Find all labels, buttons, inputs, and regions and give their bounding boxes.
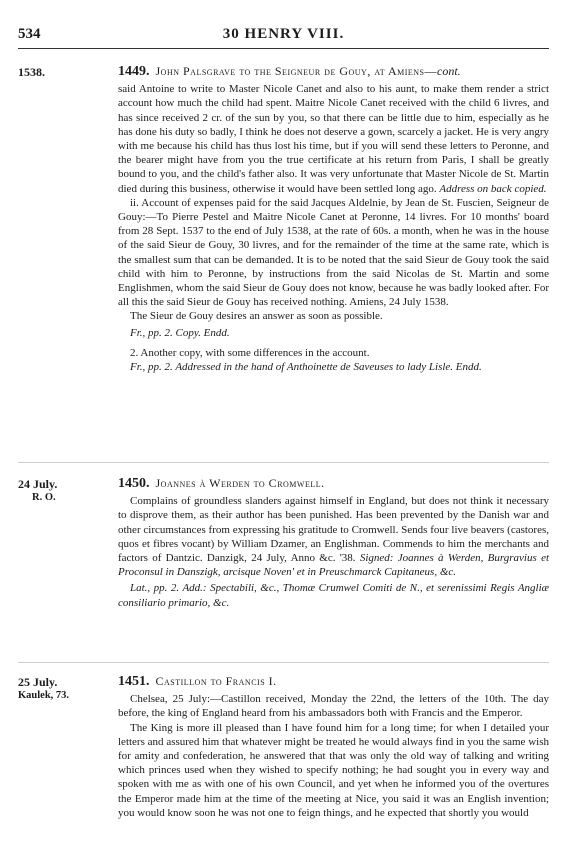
entry-divider <box>18 462 549 463</box>
page-header <box>18 26 549 50</box>
header-rule <box>18 48 549 49</box>
entry-1451 <box>118 674 549 820</box>
entry-1451-date: 25 July. <box>18 675 58 689</box>
entry-1450-heading <box>118 476 549 491</box>
entry-title: Joannes à Werden to Cromwell. <box>155 476 325 490</box>
entry-number: 1450. <box>118 476 150 491</box>
year-label: 1538. <box>18 65 45 79</box>
entry-1449 <box>118 64 549 374</box>
entry-1449-para-4: 2. Another copy, with some differences in the account. <box>130 346 370 359</box>
entry-1449-heading <box>118 64 549 79</box>
entry-1449-para-1: said Antoine to write to Master Nicole Canet and also to his aunt, to make them render a strict account how much the child had spent. Maitre Nicole Canet received with the child 6 livres, and has since received 2 cr. of the sun by you, so that there can be little due to him, especially as he has done his duty so badly, I think he does not deserve a gown, scarcely a jacket. He is very angry with me because his child has thus lost his time, but if you will send these letters to Peronne, and the bearer might have from you the true certificate at his return from Paris, I shall be greatly bound to you, and the child's father also. It was very unfortunate that Master Nicole de St. Martin died during this business, otherwise it would have been settled long ago. Address on back copied. <box>118 83 549 195</box>
entry-1451-heading <box>118 674 549 689</box>
margin-1450 <box>18 478 98 504</box>
entry-1451-para-2: The King is more ill pleased than I have found him for a long time; for when I detailed your letters and assured him that whatever might be treated he would always find in you the same wish for amity and confederation, he answered that that was only the old way of talking and writing which princes used when they wished to specify nothing; he had sought you in every way and spoken with me as with one of his own Council, and yet when he informed you of the overtures the Emperor made him at the time of the meeting at Nice, you said it was an English invention; you would know soon he was not one to feign things, and he expected that shortly you would <box>118 721 549 819</box>
margin-year <box>18 66 98 80</box>
entry-title: John Palsgrave to the Seigneur de Gouy, at Amiens— <box>155 64 437 78</box>
entry-1449-source-1: Fr., pp. 2. Copy. Endd. <box>130 326 230 339</box>
entry-1450-date: 24 July. <box>18 477 58 491</box>
entry-1449-para-2: ii. Account of expenses paid for the said Jacques Aldelnie, by Jean de St. Fuscien, Seigneur de Gouy:—To Pierre Pestel and Maitre Nicole Canet at Peronne, 14 livres. For 10 months' board from 28 Sept. 1537 to the end of July 1538, at the rate of 60s. a month, when he was in the house of the said Sieur de Gouy, 30 livres, and for the remainder of the time at the same rate, which is the smallest sum that can be demanded. It is to be noted that the said Sieur de Gouy took the said child with him to Peronne, by instructions from the said Nicolas de St. Martin and some Englishmen, whom the said Sieur de Gouy does not know, because he was badly looked after. For all this the said Sieur de Gouy has received nothing. Amiens, 24 July 1538. <box>118 196 549 309</box>
entry-1450-source: Lat., pp. 2. Add.: Spectabili, &c., Thomæ Crumwel Comiti de N., et serenissimi Regis Angliæ consiliario primario, &c. <box>118 582 549 609</box>
entry-1450 <box>118 476 549 610</box>
page-number: 534 <box>18 26 41 42</box>
entry-number: 1449. <box>118 64 150 79</box>
margin-1451 <box>18 676 98 702</box>
entry-1450-para-1: Complains of groundless slanders against himself in England, but does not think it necessary to disprove them, as their author has been punished. Has been prevented by the Danish war and other circumstances from expressing his gratitude to Cromwell. Sends four live beavers (castores, quos et fibres vocant) by William Dzamer, an Englishman. Commends to him the merchants and factors of Dantzic. Danzigk, 24 July, Anno &c. '38. Signed: Joannes à Werden, Burgravius et Proconsul in Danszigk, arcisque Noven' et in Preuschmarck Capitaneus, &c. <box>118 495 550 579</box>
entry-title: Castillon to Francis I. <box>155 674 277 688</box>
signed-line: Signed: Joannes à Werden, Burgravius et Proconsul in Danszigk, arcisque Noven' et in Preuschmarck Capitaneus, &c. <box>118 552 550 579</box>
entry-number: 1451. <box>118 674 150 689</box>
entry-1450-ref: R. O. <box>32 492 56 503</box>
entry-1449-para-3: The Sieur de Gouy desires an answer as soon as possible. <box>130 310 383 323</box>
entry-1451-para-1: Chelsea, 25 July:—Castillon received, Monday the 22nd, the letters of the 10th. The day before, the king of England heard from his ambassadors both with Francis and the Emperor. <box>118 693 549 720</box>
running-title: 30 HENRY VIII. <box>222 26 345 42</box>
entry-title-cont: cont. <box>437 64 461 78</box>
entry-divider <box>18 662 549 663</box>
address-note: Address on back copied. <box>439 182 547 195</box>
entry-1449-source-2: Fr., pp. 2. Addressed in the hand of Anthoinette de Saveuses to lady Lisle. Endd. <box>130 361 482 374</box>
entry-1451-ref: Kaulek, 73. <box>18 690 70 701</box>
